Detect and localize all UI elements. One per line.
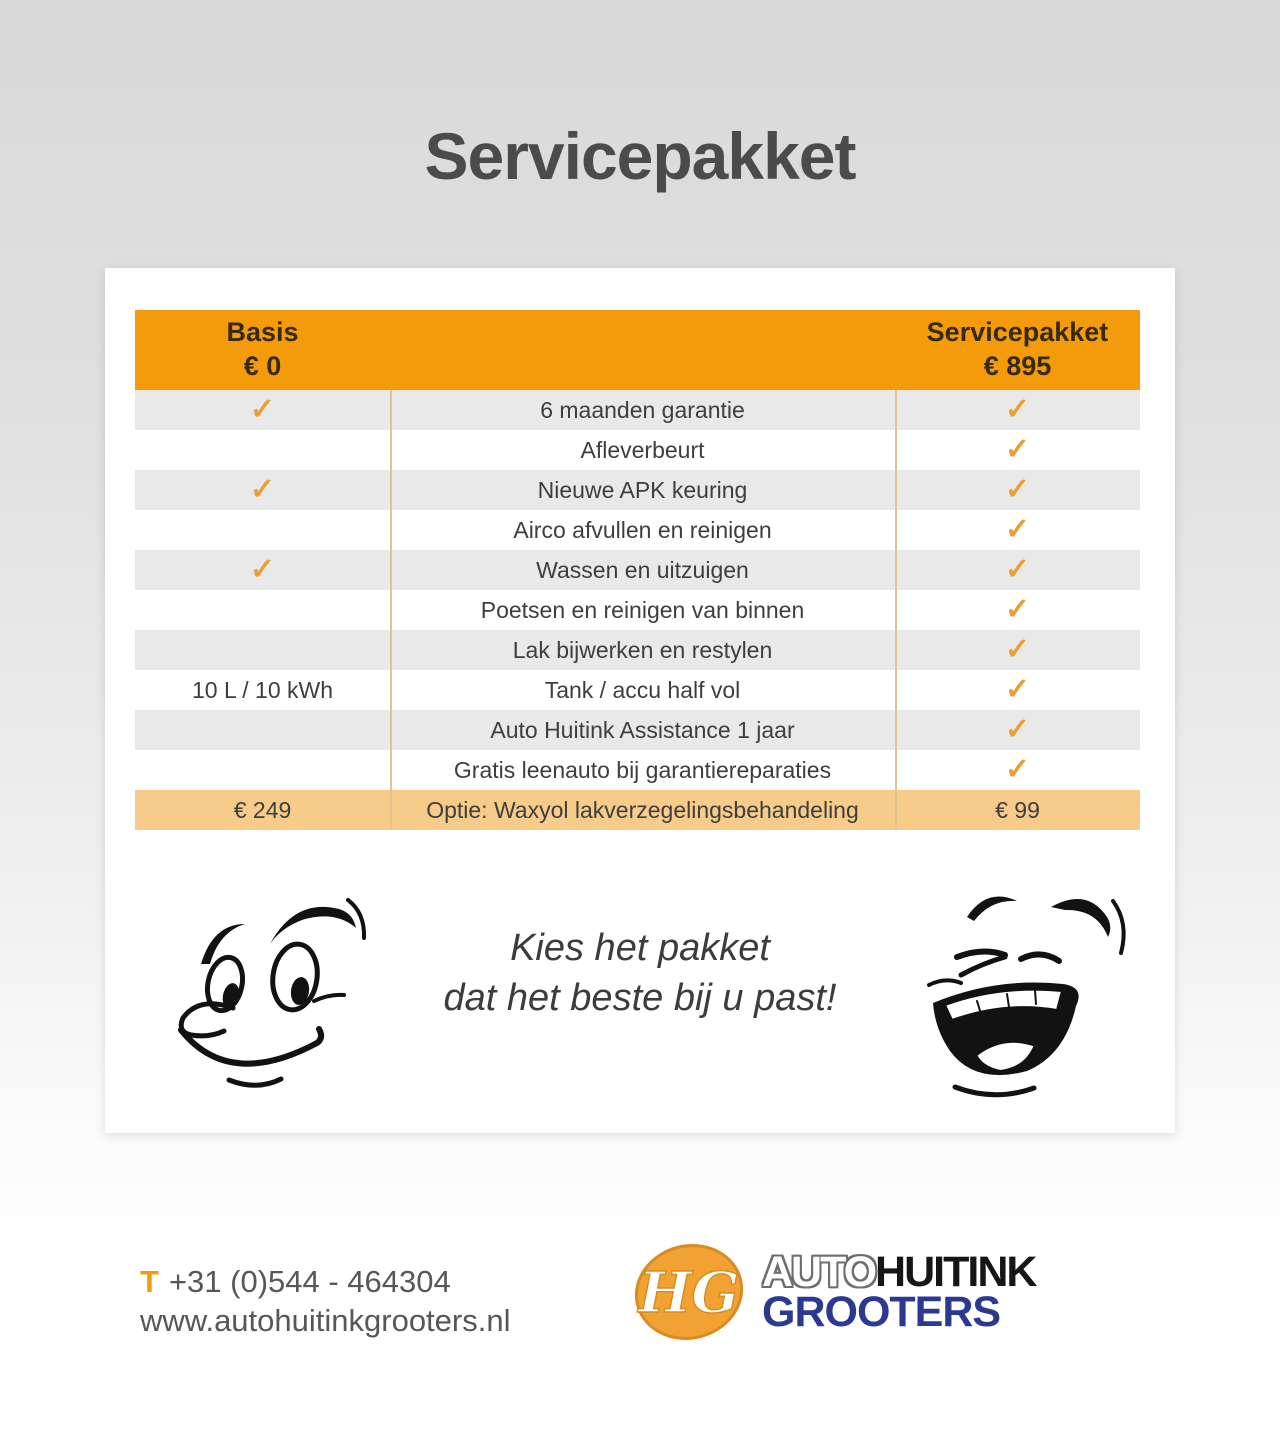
phone-row [140,1262,510,1301]
basis-cell [135,590,390,630]
feature-label: Poetsen en reinigen van binnen [480,596,805,623]
table-row [135,750,1140,790]
servicepakket-price: € 895 [983,351,1052,381]
tagline-line1: Kies het pakket [510,927,770,969]
basis-cell [135,710,390,750]
basis-cell [135,470,390,510]
check-icon: ✓ [1004,713,1031,746]
feature-label: Auto Huitink Assistance 1 jaar [490,716,795,743]
feature-label: Afleverbeurt [580,436,705,463]
footer-contact [140,1262,510,1340]
basis-cell [135,390,390,430]
table-row [135,430,1140,470]
feature-label: Tank / accu half vol [544,676,741,703]
comparison-table [135,310,1140,830]
basis-cell: € 249 [233,796,292,823]
service-cell [895,470,1140,510]
table-row [135,630,1140,670]
phone-number[interactable]: +31 (0)544 - 464304 [168,1264,451,1299]
feature-label: Lak bijwerken en restylen [512,636,773,663]
feature-label: Nieuwe APK keuring [537,476,748,503]
check-icon: ✓ [1004,673,1031,706]
logo-huitink: HUITINK [875,1248,1036,1296]
tagline-line2: dat het beste bij u past! [443,977,837,1019]
check-icon: ✓ [1004,633,1031,666]
service-cell [895,550,1140,590]
service-cell [895,630,1140,670]
check-icon: ✓ [1004,513,1031,546]
service-cell [895,430,1140,470]
check-icon: ✓ [1004,433,1031,466]
feature-label: Wassen en uitzuigen [536,556,749,583]
table-row [135,390,1140,430]
table-row [135,470,1140,510]
feature-label: Optie: Waxyol lakverzegelingsbehandeling [426,796,859,823]
header-servicepakket [895,310,1140,390]
tagline [105,923,1175,1023]
table-header [135,310,1140,390]
column-divider-left [390,390,392,830]
header-spacer [390,310,895,390]
page-title: Servicepakket [424,119,856,193]
service-cell: € 99 [995,796,1040,823]
svg-text:HG: HG [638,1260,740,1326]
basis-cell [135,550,390,590]
table-row [135,710,1140,750]
feature-label: Gratis leenauto bij garantiereparaties [453,756,832,783]
check-icon: ✓ [1004,393,1031,426]
table-row [135,790,1140,830]
table-row [135,590,1140,630]
basis-cell [135,430,390,470]
service-cell [895,590,1140,630]
website-link[interactable]: www.autohuitinkgrooters.nl [140,1303,511,1338]
logo-text [762,1248,1036,1336]
basis-price: € 0 [243,351,282,381]
basis-cell [135,630,390,670]
logo-grooters: GROOTERS [762,1288,1001,1336]
basis-cell: 10 L / 10 kWh [191,676,334,703]
check-icon: ✓ [1004,753,1031,786]
service-cell [895,750,1140,790]
phone-icon: T [140,1264,159,1299]
table-row [135,510,1140,550]
basis-cell [135,510,390,550]
check-icon: ✓ [249,553,276,586]
table-row [135,550,1140,590]
column-divider-right [895,390,897,830]
service-cell [895,390,1140,430]
service-cell [895,710,1140,750]
feature-label: 6 maanden garantie [540,396,745,423]
check-icon: ✓ [1004,473,1031,506]
feature-label: Airco afvullen en reinigen [513,516,772,543]
logo-auto: AUTO [762,1248,876,1296]
table-rows [135,390,1140,830]
servicepakket-label: Servicepakket [926,317,1109,348]
dealer-logo [630,1240,1035,1344]
check-icon: ✓ [1004,593,1031,626]
service-cell [895,510,1140,550]
logo-line1 [762,1248,1036,1296]
header-basis [135,310,390,390]
servicepakket-card [105,268,1175,1133]
table-row [135,670,1140,710]
check-icon: ✓ [249,393,276,426]
service-cell [895,670,1140,710]
hg-monogram-icon [630,1240,748,1344]
check-icon: ✓ [249,473,276,506]
check-icon: ✓ [1004,553,1031,586]
basis-cell [135,750,390,790]
basis-label: Basis [226,317,299,348]
